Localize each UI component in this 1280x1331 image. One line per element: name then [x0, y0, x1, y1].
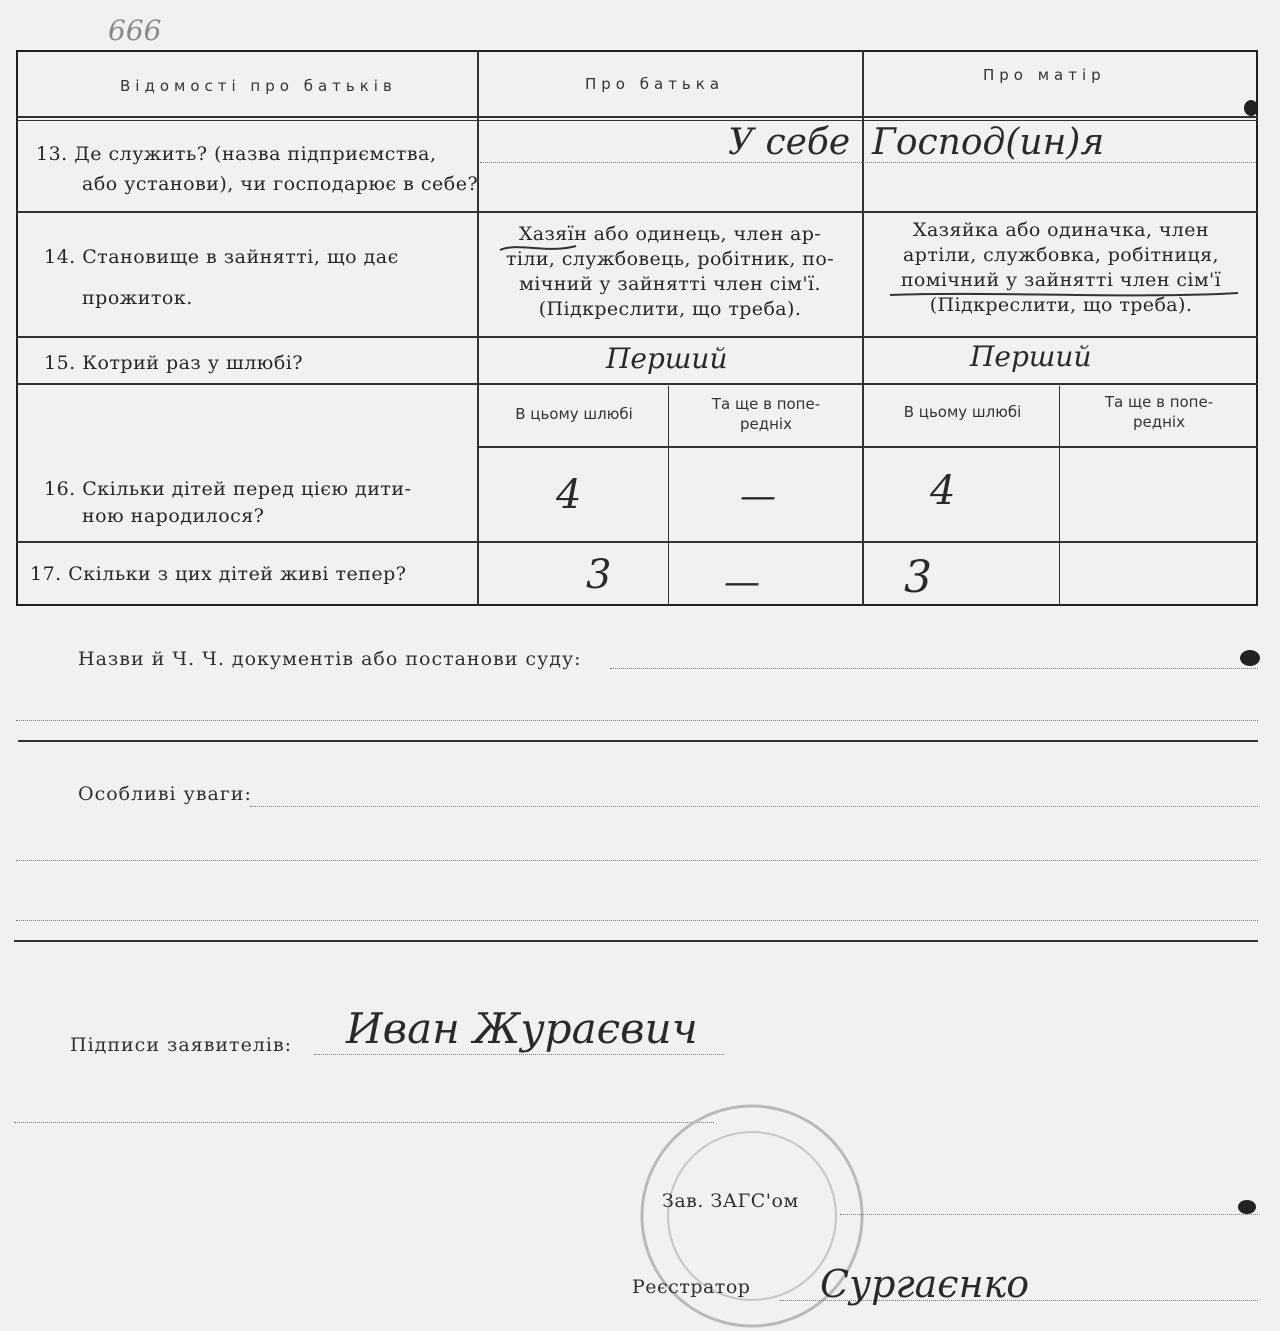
mother-this-marriage-header: В цьому шлюбі	[903, 403, 1022, 421]
section-divider-1	[18, 740, 1258, 742]
registrar-label: Реєстратор	[632, 1276, 751, 1298]
row13-divider	[16, 211, 1258, 213]
archive-number: 666	[108, 14, 162, 47]
q14-father-line1: Хазяїн або одинець, член ар-	[518, 223, 822, 245]
q14-mother-line2: артіли, службовка, робітниця,	[903, 244, 1219, 266]
table-col-divider-2	[862, 50, 864, 606]
remarks-field-line	[250, 806, 1258, 807]
q14-mother-line1: Хазяйка або одиначка, член	[913, 219, 1209, 241]
head-of-registry-label: Зав. ЗАГС'ом	[662, 1190, 799, 1212]
ink-blot	[1244, 100, 1258, 116]
q14-father-line2: тіли, службовець, робітник, по-	[505, 248, 835, 270]
q17-father-previous: —	[724, 562, 760, 603]
ink-blot	[1238, 1200, 1256, 1214]
mother-previous-line1: Та ще в попе-	[1104, 393, 1214, 411]
header-parents-info: Відомості про батьків	[120, 77, 397, 95]
q14-father-options	[480, 222, 860, 322]
father-previous-header	[670, 394, 862, 434]
row13-dotted	[480, 162, 1256, 163]
mother-underline-mark	[888, 289, 1240, 301]
q15-father-answer: Перший	[606, 342, 728, 375]
father-this-marriage-header: В цьому шлюбі	[515, 405, 633, 423]
q17-mother-this: 3	[904, 552, 932, 603]
q13-mother-answer: Господ(ин)я	[872, 122, 1105, 163]
documents-field-line-2	[16, 720, 1258, 721]
father-previous-line1: Та ще в попе-	[711, 395, 821, 413]
documents-label: Назви й Ч. Ч. документів або постанови суду:	[78, 648, 582, 670]
applicant-signature: Иван Жураєвич	[346, 1004, 698, 1053]
row15-divider	[16, 383, 1258, 385]
q16-father-previous: —	[740, 476, 776, 517]
signatures-label: Підписи заявителів:	[70, 1034, 293, 1056]
head-signature-line	[840, 1214, 1258, 1215]
father-subcol-divider	[668, 386, 669, 606]
q14-father-line3: мічний у зайнятті член сім'ї.	[519, 273, 821, 295]
mother-previous-line2: редніх	[1133, 413, 1185, 431]
subheader-divider	[477, 446, 1258, 448]
q14-mother-line3: помічний у зайнятті член сім'ї	[900, 269, 1222, 291]
remarks-field-line-2	[16, 860, 1258, 861]
q16-label-line2: ною народилося?	[82, 505, 265, 527]
q14-mother-options	[866, 218, 1256, 318]
q13-label-line1: 13. Де служить? (назва підприємства,	[36, 143, 437, 165]
signatures-field-line	[314, 1054, 724, 1055]
q16-label-line1: 16. Скільки дітей перед цією дити-	[44, 478, 412, 500]
q13-label-line2: або установи), чи господарює в себе?	[82, 173, 479, 195]
q17-father-this: 3	[586, 552, 612, 598]
q14-father-line4: (Підкреслити, що треба).	[538, 298, 802, 320]
remarks-label: Особливі уваги:	[78, 783, 252, 805]
row14-divider	[16, 336, 1258, 338]
mother-previous-header	[1062, 392, 1256, 432]
mother-subcol-divider	[1059, 386, 1060, 606]
section-divider-2	[14, 940, 1258, 942]
remarks-field-line-3	[16, 920, 1258, 921]
q15-label: 15. Котрий раз у шлюбі?	[44, 352, 304, 374]
q15-mother-answer: Перший	[970, 340, 1092, 373]
q16-mother-this: 4	[930, 468, 956, 514]
registrar-signature: Сургаєнко	[820, 1262, 1030, 1306]
q14-mother-line4: (Підкреслити, що треба).	[929, 294, 1193, 316]
header-divider	[16, 116, 1258, 118]
documents-field-line	[610, 668, 1258, 669]
father-underline-mark	[498, 238, 578, 254]
q17-label: 17. Скільки з цих дітей живі тепер?	[30, 563, 407, 585]
header-mother: Про матір	[983, 66, 1106, 84]
q14-label-line1: 14. Становище в зайнятті, що дає	[44, 246, 399, 268]
father-previous-line2: редніх	[740, 415, 792, 433]
ink-blot	[1240, 650, 1260, 666]
q16-father-this: 4	[556, 472, 582, 518]
header-father: Про батька	[585, 75, 725, 93]
q14-label-line2: прожиток.	[82, 287, 193, 309]
signatures-field-line-2	[14, 1122, 714, 1123]
header-divider-2	[16, 120, 1258, 121]
q13-father-answer: У себе	[728, 122, 851, 163]
row16-divider	[16, 541, 1258, 543]
table-col-divider-1	[477, 50, 479, 606]
